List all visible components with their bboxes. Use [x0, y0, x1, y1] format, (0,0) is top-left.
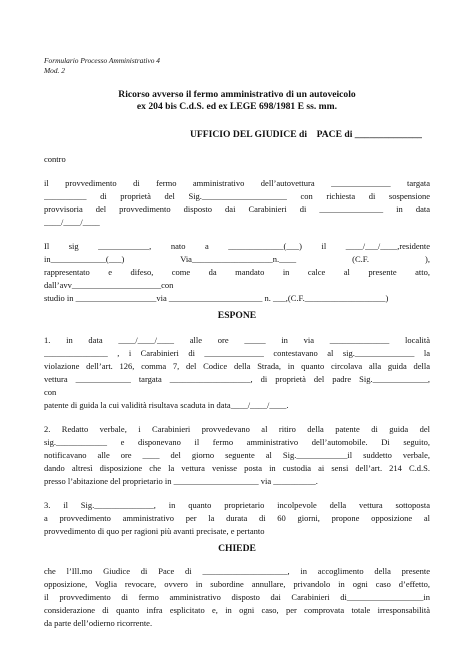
intro-line: __________ di proprietà del Sig.____________________ con richiesta di sospensione [44, 191, 430, 201]
request-line: da parte dell’odierno ricorrente. [44, 618, 153, 628]
party-line: studio in ___________________via ______________________ n. ___,(C.F.___________________) [44, 293, 389, 303]
chiede-heading: CHIEDE [218, 543, 256, 554]
party-line: Il sig ____________, nato a _____________(___) il ____/___/____,residente [44, 241, 430, 251]
party-line: rappresentato e difeso, come da mandato in calce al presente atto, [44, 267, 430, 277]
document-title-line1: Ricorso avverso il fermo amministrativo di un autoveicolo [118, 89, 356, 100]
point2-line: dando altresì disposizione che la vettura venisse posta in custodia ai sensi dell’art. 214 C.d.S. [44, 463, 430, 473]
intro-line: il provvedimento di fermo amministrativo dell’autovettura ______________ targata [44, 178, 430, 188]
point3-line: 3. il Sig.______________, in quanto proprietario incolpevole della vettura sottoposta [44, 500, 430, 510]
point2-line: notificavano alle ore ____ del giorno seguente al Sig.____________il suddetto verbale, [44, 450, 430, 460]
point2-line: presso l’abitazione del proprietario in ____________________ via __________. [44, 476, 318, 486]
request-line: che l’Ill.mo Giudice di Pace di ____________________, in accoglimento della presente [44, 566, 430, 576]
office-heading: UFFICIO DEL GIUDICE di PACE di ______________ [190, 129, 422, 140]
point1-line: vettura _____________ targata ___________________, di proprietà del padre Sig._____________, [44, 374, 430, 384]
point3-line: provvedimento di quo per ragioni più avanti precisate, e pertanto [44, 526, 265, 536]
point2-line: 2. Redatto verbale, i Carabinieri provvedevano al ritiro della patente di guida del [44, 424, 430, 434]
point2-line: sig.____________ e disponevano il fermo amministrativo dell’automobile. Di seguito, [44, 437, 430, 447]
point1-line: con [44, 387, 57, 397]
request-line: il provvedimento di fermo amministrativo disposto dai Carabinieri di__________________in [44, 592, 430, 602]
point3-line: a provvedimento amministrativo per la durata di 60 giorni, propone opposizione al [44, 513, 430, 523]
party-line: in_____________(___) Via___________________n.____ (C.F. ), [44, 254, 430, 264]
point1-line: violazione dell’art. 126, comma 7, del Codice della Strada, in quanto circolava alla guida della [44, 361, 430, 371]
request-line: opposizione, Voglia revocare, ovvero in subordine annullare, privandolo in ogni caso d’effetto, [44, 579, 430, 589]
espone-heading: ESPONE [217, 310, 257, 321]
point1-line: _______________ , i Carabinieri di ______________ contestavano al sig.______________ la [44, 348, 430, 358]
point1-line: 1. in data ____/____/____ alle ore _____ in via ______________ località [44, 335, 430, 345]
document-title-line2: ex 204 bis C.d.S. ed ex LEGE 698/1981 E ss. mm. [136, 101, 338, 112]
form-title: Formulario Processo Amministrativo 4 [44, 56, 160, 65]
point1-line: patente di guida la cui validità risultava scaduta in data____/____/____. [44, 400, 289, 410]
form-mod: Mod. 2 [44, 66, 65, 75]
intro-line: ____/____/____ [44, 217, 100, 227]
contro-label: contro [44, 154, 66, 164]
party-line: dall’avv_____________________con [44, 280, 174, 290]
request-line: considerazione di quanto infra esplicitato e, in ogni caso, per comprovata totale irresponsabilità [44, 605, 430, 615]
intro-line: provvisoria del provvedimento disposto dai Carabinieri di _______________ in data [44, 204, 430, 214]
